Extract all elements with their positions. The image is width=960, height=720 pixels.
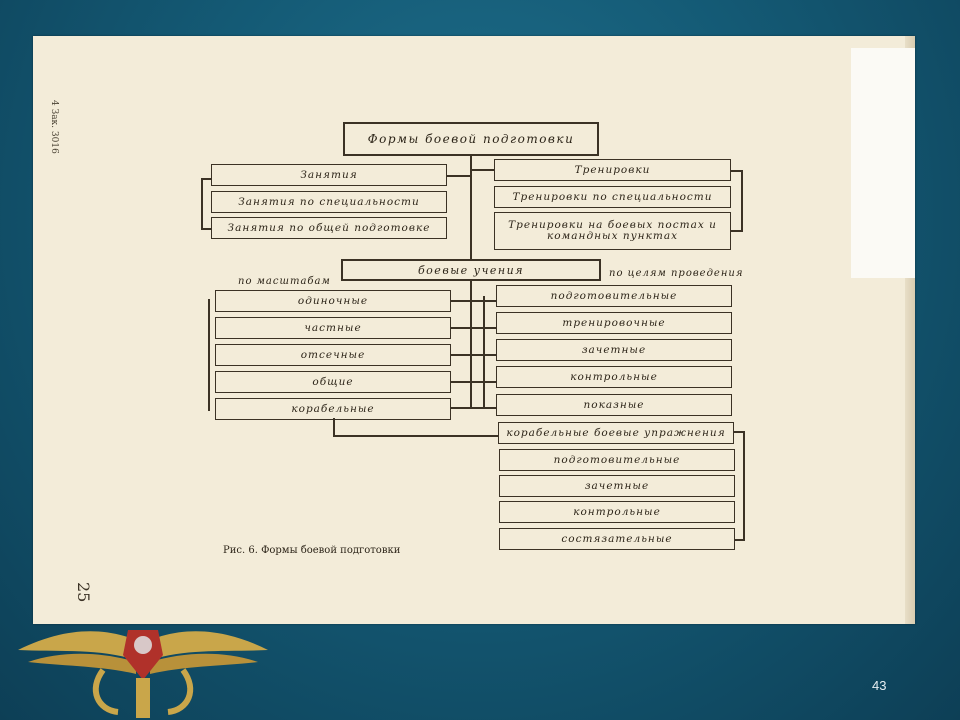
exercises-box: боевые учения (341, 259, 601, 281)
ship-type-item: подготовительные (499, 449, 735, 471)
ship-link-h (333, 435, 499, 437)
goal-item: контрольные (496, 366, 732, 388)
right-group-item: Тренировки по специальности (494, 186, 731, 208)
ship-type-item: зачетные (499, 475, 735, 497)
scale-bracket (208, 299, 210, 411)
goal-item: тренировочные (496, 312, 732, 334)
goal-item: показные (496, 394, 732, 416)
ship-bracket-top (734, 431, 744, 433)
link-h-3 (450, 354, 496, 356)
left-group-item: Занятия по общей подготовке (211, 217, 447, 239)
right-bracket-v (741, 170, 743, 232)
scale-item: корабельные (215, 398, 451, 420)
right-group-item: Тренировки (494, 159, 731, 181)
link-h-1 (450, 300, 496, 302)
left-bracket-top (201, 178, 211, 180)
ship-exercises-box: корабельные боевые упражнения (498, 422, 734, 444)
slide-number: 43 (872, 678, 887, 693)
diagram-title: Формы боевой подготовки (343, 122, 599, 156)
link-h-5 (450, 407, 496, 409)
ship-bracket (743, 431, 745, 541)
scale-item: частные (215, 317, 451, 339)
left-bracket-bottom (201, 228, 211, 230)
scale-item: одиночные (215, 290, 451, 312)
trunk-line (470, 156, 472, 260)
left-group-item: Занятия (211, 164, 447, 186)
left-bracket-v (201, 178, 203, 230)
scale-item: общие (215, 371, 451, 393)
paper-tab (851, 48, 915, 278)
branch-right-1 (472, 169, 494, 171)
right-group-item: Тренировки на боевых постах и командных пунктах (494, 212, 731, 250)
margin-note: 4 Зак. 3016 (49, 100, 59, 154)
navy-emblem-icon (18, 600, 268, 720)
figure-caption: Рис. 6. Формы боевой подготовки (223, 545, 401, 556)
left-group-item: Занятия по специальности (211, 191, 447, 213)
link-h-4 (450, 381, 496, 383)
scale-item: отсечные (215, 344, 451, 366)
goal-bracket (483, 296, 485, 408)
by-goal-label: по целям проведения (609, 268, 744, 279)
goal-item: подготовительные (496, 285, 732, 307)
ship-bracket-bottom (734, 539, 744, 541)
ship-type-item: состязательные (499, 528, 735, 550)
right-bracket-bottom (731, 230, 743, 232)
ship-type-item: контрольные (499, 501, 735, 523)
goal-item: зачетные (496, 339, 732, 361)
right-bracket-top (731, 170, 743, 172)
by-scale-label: по масштабам (238, 276, 331, 287)
scanned-page (33, 36, 915, 624)
branch-left-1 (446, 175, 470, 177)
link-h-2 (450, 327, 496, 329)
ship-link-v (333, 418, 335, 436)
page-number: 25 (74, 582, 93, 603)
